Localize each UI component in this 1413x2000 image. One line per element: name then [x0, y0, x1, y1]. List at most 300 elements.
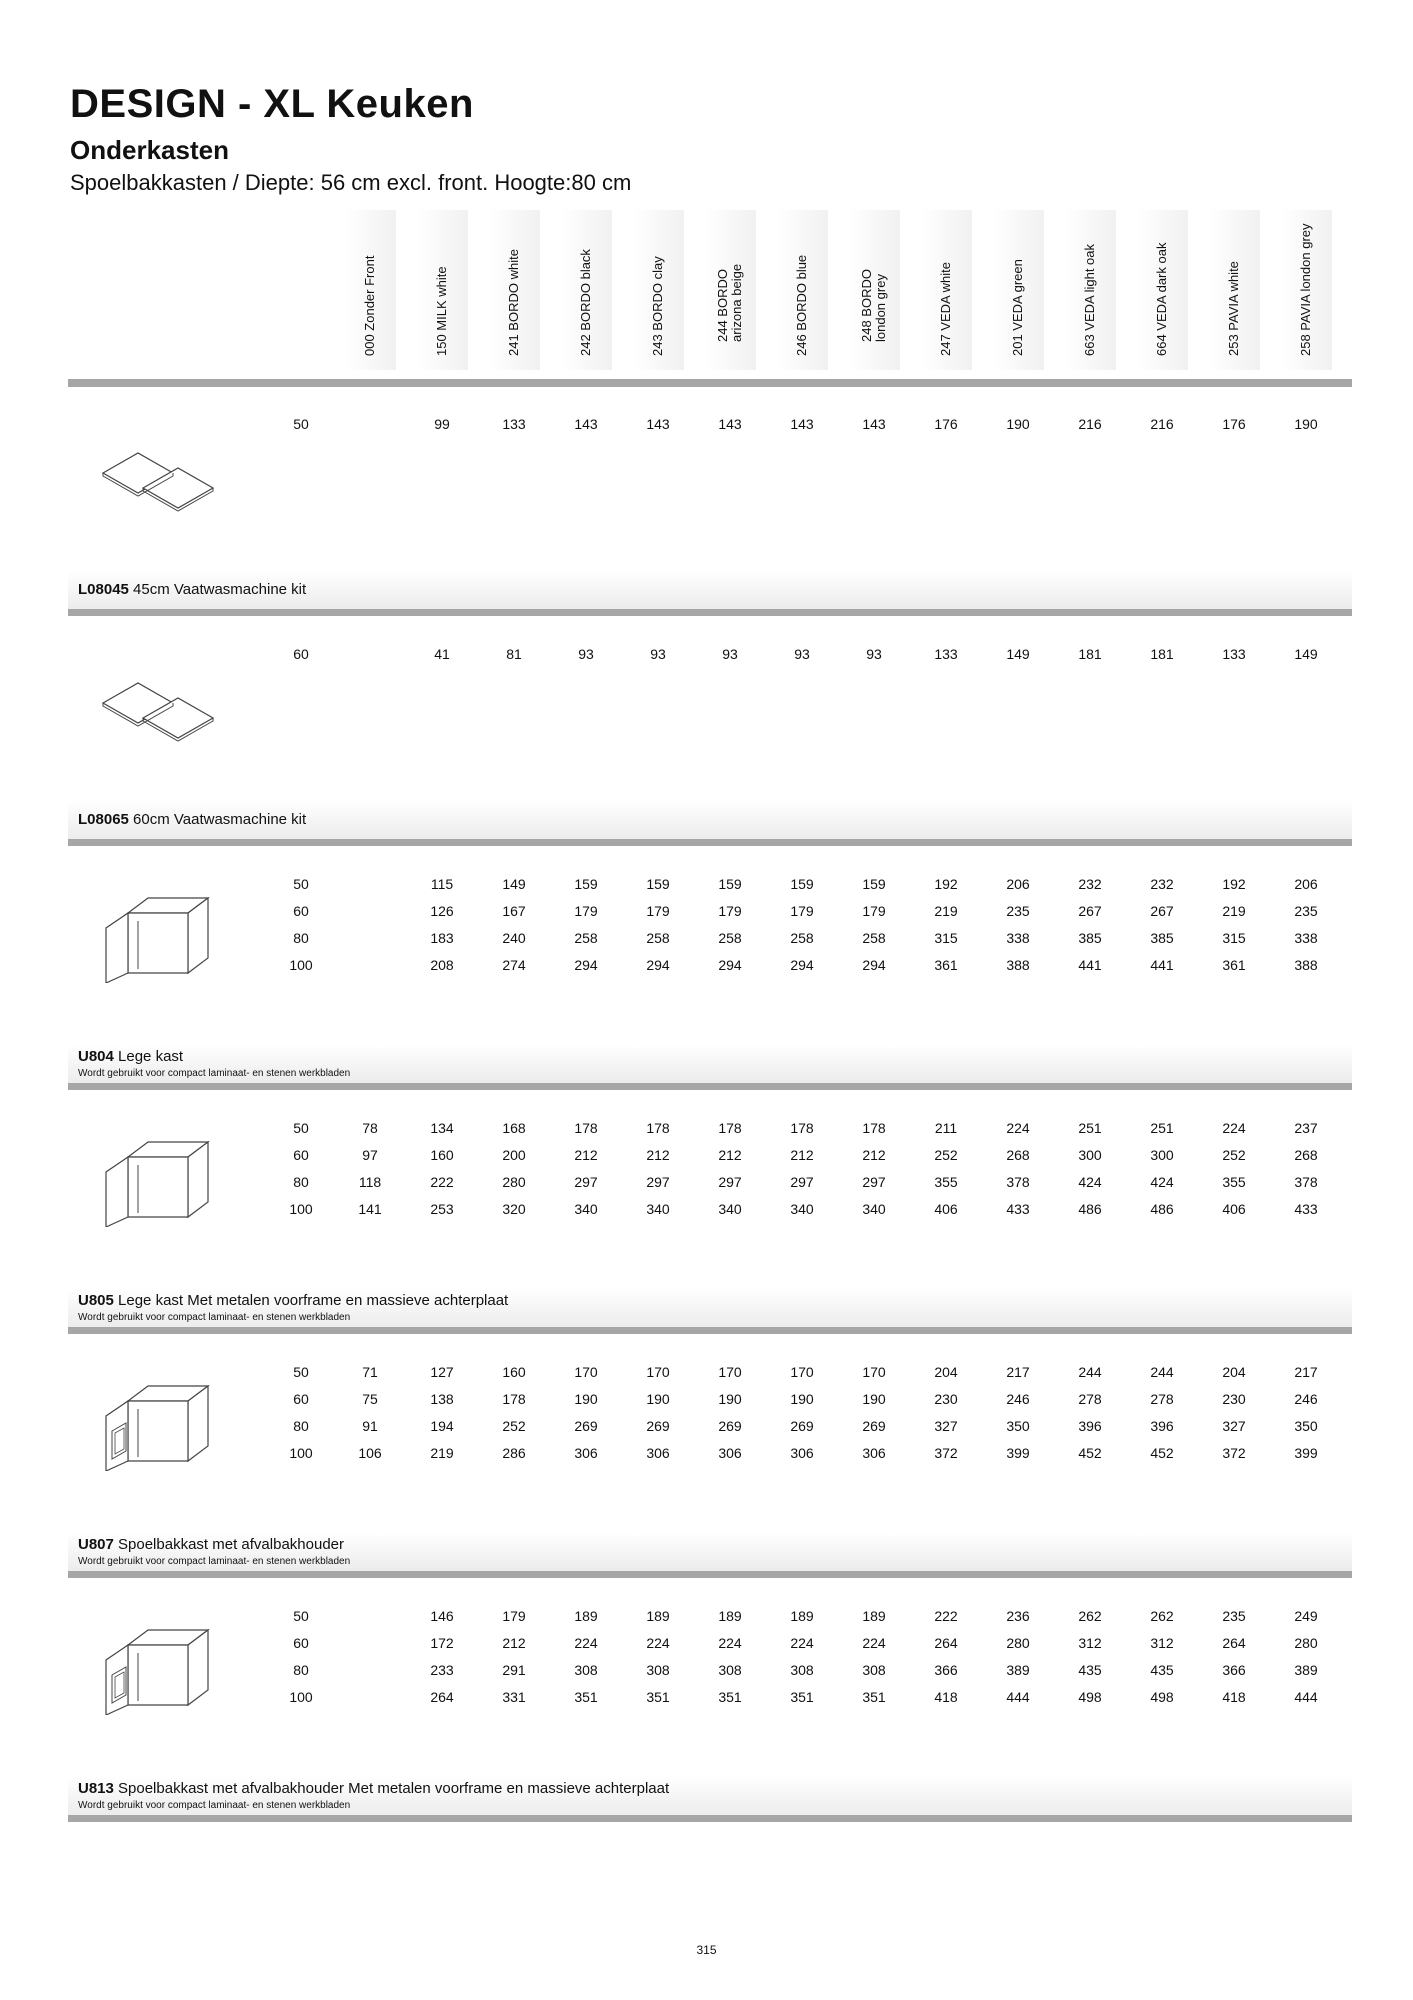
block-divider	[68, 1327, 1352, 1334]
price-row	[68, 1418, 1352, 1438]
price-cell: 224	[718, 1635, 742, 1651]
price-cell: 224	[1222, 1120, 1246, 1136]
price-cell: 206	[1006, 876, 1030, 892]
price-cell: 294	[862, 957, 886, 973]
price-cell: 267	[1078, 903, 1102, 919]
column-header-line: 242 BORDO black	[578, 249, 593, 356]
price-row	[68, 1445, 1352, 1465]
price-cell: 269	[862, 1418, 886, 1434]
product-label-band	[68, 1533, 1352, 1571]
price-cell: 262	[1150, 1608, 1174, 1624]
price-cell: 179	[502, 1608, 526, 1624]
price-cell: 149	[1006, 646, 1030, 662]
price-cell: 258	[862, 930, 886, 946]
price-row	[68, 1608, 1352, 1628]
column-header-line: 248 BORDO	[859, 269, 874, 342]
price-cell: 297	[718, 1174, 742, 1190]
price-cell: 327	[1222, 1418, 1246, 1434]
price-cell: 351	[862, 1689, 886, 1705]
width-cell: 50	[293, 416, 309, 432]
price-cell: 340	[574, 1201, 598, 1217]
block-divider	[68, 1083, 1352, 1090]
price-cell: 389	[1006, 1662, 1030, 1678]
width-cell: 60	[293, 1147, 309, 1163]
width-cell: 100	[289, 1201, 313, 1217]
price-cell: 237	[1294, 1120, 1318, 1136]
price-cell: 366	[934, 1662, 958, 1678]
product-block	[68, 1580, 1352, 1824]
column-header	[344, 210, 396, 370]
price-cell: 424	[1150, 1174, 1174, 1190]
price-cell: 211	[934, 1120, 958, 1136]
price-row	[68, 1662, 1352, 1682]
product-label-band	[68, 1777, 1352, 1815]
price-cell: 179	[646, 903, 670, 919]
price-cell: 441	[1078, 957, 1102, 973]
price-cell: 338	[1006, 930, 1030, 946]
price-cell: 219	[1222, 903, 1246, 919]
block-divider	[68, 1571, 1352, 1578]
product-block	[68, 618, 1352, 848]
price-row	[68, 416, 1352, 436]
column-header-line: london grey	[873, 274, 888, 342]
price-cell: 498	[1078, 1689, 1102, 1705]
column-header-label	[1083, 244, 1097, 356]
price-cell: 208	[430, 957, 454, 973]
price-cell: 251	[1150, 1120, 1174, 1136]
price-cell: 308	[862, 1662, 886, 1678]
price-row	[68, 1689, 1352, 1709]
price-cell: 126	[430, 903, 454, 919]
column-header-label	[860, 269, 888, 342]
width-cell: 50	[293, 1120, 309, 1136]
price-cell: 222	[430, 1174, 454, 1190]
price-cell: 418	[934, 1689, 958, 1705]
price-cell: 338	[1294, 930, 1318, 946]
price-row	[68, 1635, 1352, 1655]
price-cell: 93	[866, 646, 882, 662]
price-cell: 418	[1222, 1689, 1246, 1705]
price-cell: 306	[574, 1445, 598, 1461]
price-cell: 315	[1222, 930, 1246, 946]
price-cell: 498	[1150, 1689, 1174, 1705]
price-cell: 280	[1294, 1635, 1318, 1651]
price-cell: 235	[1222, 1608, 1246, 1624]
price-cell: 389	[1294, 1662, 1318, 1678]
column-header-label	[651, 256, 665, 356]
price-cell: 212	[574, 1147, 598, 1163]
price-cell: 331	[502, 1689, 526, 1705]
block-divider	[68, 1815, 1352, 1822]
column-header-label	[1227, 261, 1241, 356]
price-cell: 143	[646, 416, 670, 432]
price-cell: 99	[434, 416, 450, 432]
price-cell: 312	[1150, 1635, 1174, 1651]
product-label	[78, 1292, 508, 1309]
product-code: L08045	[78, 581, 129, 598]
product-name: Lege kast	[113, 1048, 184, 1065]
price-cell: 385	[1150, 930, 1174, 946]
price-cell: 143	[790, 416, 814, 432]
price-cell: 224	[862, 1635, 886, 1651]
price-cell: 308	[646, 1662, 670, 1678]
price-cell: 81	[506, 646, 522, 662]
price-cell: 486	[1150, 1201, 1174, 1217]
price-cell: 190	[862, 1391, 886, 1407]
price-cell: 190	[718, 1391, 742, 1407]
price-cell: 78	[362, 1120, 378, 1136]
price-cell: 224	[1006, 1120, 1030, 1136]
price-cell: 388	[1006, 957, 1030, 973]
price-cell: 308	[718, 1662, 742, 1678]
price-cell: 294	[790, 957, 814, 973]
price-cell: 41	[434, 646, 450, 662]
product-label	[78, 1780, 669, 1797]
column-header-line: 000 Zonder Front	[362, 255, 377, 356]
section-description: Spoelbakkasten / Diepte: 56 cm excl. front. Hoogte:80 cm	[70, 170, 632, 195]
column-header-label	[795, 255, 809, 356]
price-cell: 264	[430, 1689, 454, 1705]
price-cell: 406	[1222, 1201, 1246, 1217]
price-cell: 306	[862, 1445, 886, 1461]
price-cell: 355	[1222, 1174, 1246, 1190]
product-block	[68, 388, 1352, 618]
price-cell: 300	[1150, 1147, 1174, 1163]
column-header	[1280, 210, 1332, 370]
bin-cabinet-icon	[98, 1615, 228, 1720]
width-cell: 80	[293, 930, 309, 946]
price-cell: 143	[718, 416, 742, 432]
product-label-band	[68, 1045, 1352, 1083]
price-cell: 192	[1222, 876, 1246, 892]
price-cell: 159	[718, 876, 742, 892]
column-header	[488, 210, 540, 370]
price-cell: 181	[1150, 646, 1174, 662]
price-cell: 138	[430, 1391, 454, 1407]
column-header	[632, 210, 684, 370]
price-cell: 189	[718, 1608, 742, 1624]
width-cell: 100	[289, 1689, 313, 1705]
price-cell: 133	[1222, 646, 1246, 662]
price-cell: 350	[1006, 1418, 1030, 1434]
price-cell: 183	[430, 930, 454, 946]
price-cell: 291	[502, 1662, 526, 1678]
price-cell: 355	[934, 1174, 958, 1190]
price-cell: 168	[502, 1120, 526, 1136]
price-cell: 274	[502, 957, 526, 973]
price-cell: 251	[1078, 1120, 1102, 1136]
bin-cabinet-icon	[98, 1371, 228, 1476]
price-cell: 176	[1222, 416, 1246, 432]
product-name: Spoelbakkast met afvalbakhouder Met metalen voorframe en massieve achterplaat	[113, 1780, 670, 1797]
price-cell: 258	[646, 930, 670, 946]
price-cell: 269	[646, 1418, 670, 1434]
price-cell: 340	[790, 1201, 814, 1217]
price-cell: 252	[502, 1418, 526, 1434]
product-label	[78, 1048, 183, 1065]
column-header-line: 244 BORDO	[715, 269, 730, 342]
price-cell: 286	[502, 1445, 526, 1461]
price-cell: 433	[1294, 1201, 1318, 1217]
price-cell: 133	[502, 416, 526, 432]
price-cell: 486	[1078, 1201, 1102, 1217]
price-cell: 252	[934, 1147, 958, 1163]
price-cell: 246	[1006, 1391, 1030, 1407]
price-cell: 216	[1078, 416, 1102, 432]
price-cell: 372	[934, 1445, 958, 1461]
price-cell: 399	[1006, 1445, 1030, 1461]
column-header-label	[1299, 223, 1313, 356]
price-cell: 93	[650, 646, 666, 662]
price-cell: 246	[1294, 1391, 1318, 1407]
price-cell: 351	[646, 1689, 670, 1705]
price-cell: 269	[790, 1418, 814, 1434]
price-cell: 315	[934, 930, 958, 946]
price-cell: 366	[1222, 1662, 1246, 1678]
price-cell: 159	[862, 876, 886, 892]
column-header-line: arizona beige	[729, 263, 744, 342]
price-cell: 143	[574, 416, 598, 432]
column-header-label	[716, 264, 744, 342]
price-cell: 97	[362, 1147, 378, 1163]
column-header-label	[579, 249, 593, 356]
price-cell: 190	[574, 1391, 598, 1407]
price-cell: 249	[1294, 1608, 1318, 1624]
product-code: U813	[78, 1780, 114, 1797]
price-cell: 212	[718, 1147, 742, 1163]
product-label-band	[68, 571, 1352, 609]
price-cell: 340	[718, 1201, 742, 1217]
product-label-band	[68, 1289, 1352, 1327]
price-cell: 268	[1006, 1147, 1030, 1163]
price-row	[68, 957, 1352, 977]
price-cell: 444	[1006, 1689, 1030, 1705]
price-row	[68, 903, 1352, 923]
product-name: Lege kast Met metalen voorframe en massieve achterplaat	[113, 1292, 509, 1309]
price-cell: 149	[1294, 646, 1318, 662]
price-cell: 93	[794, 646, 810, 662]
product-block	[68, 1092, 1352, 1336]
price-cell: 170	[646, 1364, 670, 1380]
column-header-label	[939, 262, 953, 356]
price-cell: 278	[1078, 1391, 1102, 1407]
price-cell: 206	[1294, 876, 1318, 892]
width-cell: 80	[293, 1174, 309, 1190]
price-cell: 106	[358, 1445, 382, 1461]
price-cell: 435	[1150, 1662, 1174, 1678]
price-cell: 149	[502, 876, 526, 892]
price-cell: 179	[718, 903, 742, 919]
column-header	[1208, 210, 1260, 370]
price-cell: 178	[718, 1120, 742, 1136]
price-cell: 372	[1222, 1445, 1246, 1461]
price-cell: 170	[718, 1364, 742, 1380]
price-cell: 294	[718, 957, 742, 973]
price-cell: 306	[646, 1445, 670, 1461]
price-cell: 160	[430, 1147, 454, 1163]
column-header-line: 150 MILK white	[434, 266, 449, 356]
price-cell: 230	[934, 1391, 958, 1407]
price-cell: 189	[646, 1608, 670, 1624]
price-cell: 204	[1222, 1364, 1246, 1380]
price-cell: 297	[862, 1174, 886, 1190]
price-cell: 143	[862, 416, 886, 432]
price-cell: 93	[722, 646, 738, 662]
price-cell: 235	[1294, 903, 1318, 919]
product-name: Spoelbakkast met afvalbakhouder	[113, 1536, 345, 1553]
price-cell: 297	[646, 1174, 670, 1190]
price-cell: 297	[574, 1174, 598, 1190]
width-cell: 60	[293, 1391, 309, 1407]
price-cell: 159	[646, 876, 670, 892]
price-cell: 170	[574, 1364, 598, 1380]
price-cell: 258	[718, 930, 742, 946]
two-panels-icon	[98, 673, 228, 778]
price-cell: 172	[430, 1635, 454, 1651]
price-cell: 253	[430, 1201, 454, 1217]
price-cell: 212	[502, 1635, 526, 1651]
product-name: 45cm Vaatwasmachine kit	[128, 581, 307, 598]
cabinet-icon	[98, 883, 228, 988]
price-cell: 306	[718, 1445, 742, 1461]
price-cell: 435	[1078, 1662, 1102, 1678]
price-cell: 178	[574, 1120, 598, 1136]
price-cell: 452	[1150, 1445, 1174, 1461]
column-header-line: 664 VEDA dark oak	[1154, 242, 1169, 356]
price-cell: 212	[862, 1147, 886, 1163]
price-cell: 280	[1006, 1635, 1030, 1651]
price-row	[68, 1364, 1352, 1384]
price-cell: 194	[430, 1418, 454, 1434]
price-cell: 170	[862, 1364, 886, 1380]
column-header-label	[507, 249, 521, 356]
product-label	[78, 811, 306, 828]
width-cell: 100	[289, 957, 313, 973]
price-cell: 351	[574, 1689, 598, 1705]
price-cell: 240	[502, 930, 526, 946]
product-note: Wordt gebruikt voor compact laminaat- en stenen werkbladen	[78, 1800, 351, 1811]
price-row	[68, 1174, 1352, 1194]
price-cell: 159	[574, 876, 598, 892]
price-cell: 178	[790, 1120, 814, 1136]
product-label	[78, 581, 306, 598]
column-header-line: 663 VEDA light oak	[1082, 243, 1097, 356]
price-cell: 192	[934, 876, 958, 892]
price-cell: 312	[1078, 1635, 1102, 1651]
price-cell: 308	[790, 1662, 814, 1678]
price-cell: 433	[1006, 1201, 1030, 1217]
price-cell: 224	[646, 1635, 670, 1651]
width-cell: 60	[293, 646, 309, 662]
price-cell: 179	[862, 903, 886, 919]
price-cell: 280	[502, 1174, 526, 1190]
price-cell: 269	[574, 1418, 598, 1434]
price-cell: 258	[574, 930, 598, 946]
price-cell: 115	[430, 876, 454, 892]
price-row	[68, 876, 1352, 896]
price-cell: 361	[934, 957, 958, 973]
column-header-line: 243 BORDO clay	[650, 256, 665, 356]
price-cell: 189	[862, 1608, 886, 1624]
column-header	[1136, 210, 1188, 370]
price-cell: 200	[502, 1147, 526, 1163]
product-label	[78, 1536, 344, 1553]
product-note: Wordt gebruikt voor compact laminaat- en stenen werkbladen	[78, 1068, 351, 1079]
two-panels-icon	[98, 443, 228, 548]
column-header-label	[1011, 259, 1025, 356]
price-cell: 396	[1078, 1418, 1102, 1434]
price-row	[68, 1391, 1352, 1411]
width-cell: 60	[293, 903, 309, 919]
column-header	[704, 210, 756, 370]
price-cell: 233	[430, 1662, 454, 1678]
column-header-line: 241 BORDO white	[506, 249, 521, 356]
price-cell: 141	[358, 1201, 382, 1217]
price-cell: 264	[1222, 1635, 1246, 1651]
column-header-label	[1155, 243, 1169, 356]
price-cell: 378	[1294, 1174, 1318, 1190]
price-cell: 178	[862, 1120, 886, 1136]
cabinet-icon	[98, 1127, 228, 1232]
price-cell: 235	[1006, 903, 1030, 919]
price-cell: 294	[574, 957, 598, 973]
price-cell: 294	[646, 957, 670, 973]
price-cell: 134	[430, 1120, 454, 1136]
price-row	[68, 1201, 1352, 1221]
price-cell: 160	[502, 1364, 526, 1380]
price-cell: 219	[430, 1445, 454, 1461]
price-cell: 93	[578, 646, 594, 662]
column-header	[560, 210, 612, 370]
width-cell: 60	[293, 1635, 309, 1651]
price-cell: 224	[790, 1635, 814, 1651]
price-cell: 320	[502, 1201, 526, 1217]
price-cell: 189	[790, 1608, 814, 1624]
column-header	[416, 210, 468, 370]
column-header	[776, 210, 828, 370]
column-header-line: 258 PAVIA london grey	[1298, 223, 1313, 356]
price-cell: 269	[718, 1418, 742, 1434]
product-block	[68, 848, 1352, 1092]
width-cell: 80	[293, 1662, 309, 1678]
page-title: DESIGN - XL Keuken	[70, 82, 474, 126]
price-cell: 297	[790, 1174, 814, 1190]
price-row	[68, 930, 1352, 950]
product-name: 60cm Vaatwasmachine kit	[128, 811, 307, 828]
width-cell: 100	[289, 1445, 313, 1461]
price-cell: 399	[1294, 1445, 1318, 1461]
price-cell: 236	[1006, 1608, 1030, 1624]
price-cell: 268	[1294, 1147, 1318, 1163]
price-cell: 351	[718, 1689, 742, 1705]
column-header-line: 247 VEDA white	[938, 262, 953, 356]
price-cell: 190	[1294, 416, 1318, 432]
price-cell: 224	[574, 1635, 598, 1651]
header-divider	[68, 379, 1352, 387]
column-header	[992, 210, 1044, 370]
price-cell: 222	[934, 1608, 958, 1624]
price-cell: 133	[934, 646, 958, 662]
product-note: Wordt gebruikt voor compact laminaat- en stenen werkbladen	[78, 1556, 351, 1567]
price-cell: 75	[362, 1391, 378, 1407]
price-cell: 232	[1150, 876, 1174, 892]
price-cell: 406	[934, 1201, 958, 1217]
price-cell: 190	[790, 1391, 814, 1407]
column-header-line: 253 PAVIA white	[1226, 261, 1241, 356]
price-cell: 308	[574, 1662, 598, 1678]
price-cell: 267	[1150, 903, 1174, 919]
price-cell: 190	[646, 1391, 670, 1407]
